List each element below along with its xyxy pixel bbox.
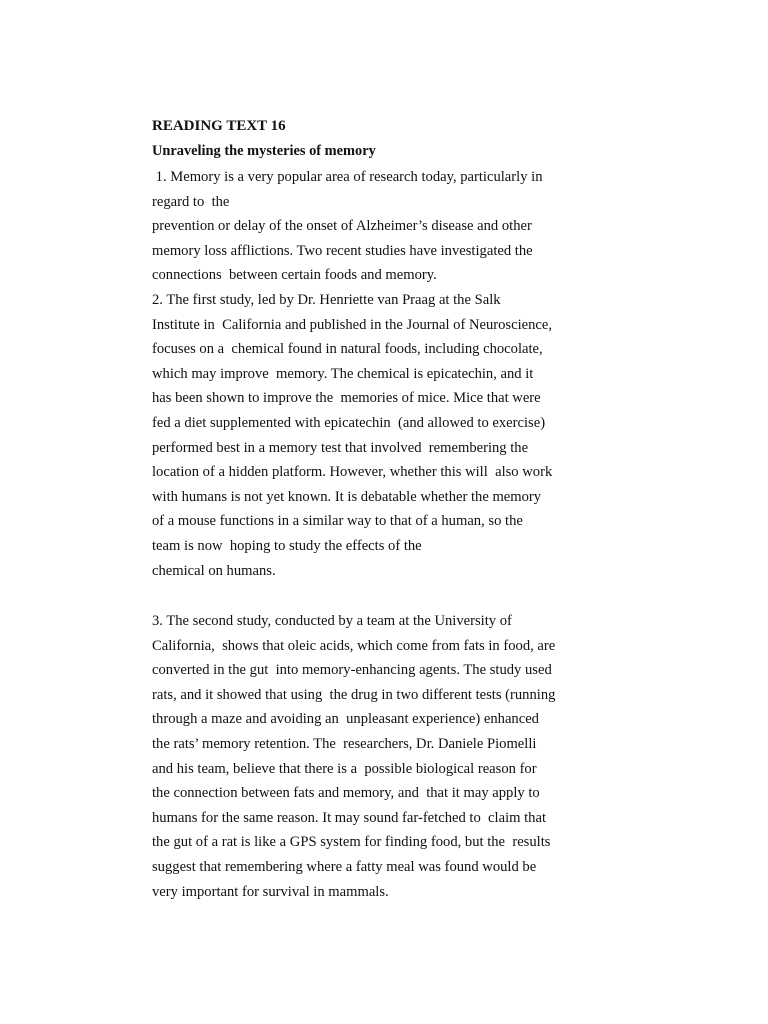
paragraph-line: rats, and it showed that using the drug in two different tests (running [152,686,556,703]
paragraph-line: 1. Memory is a very popular area of research today, particularly in [152,169,543,185]
paragraph-line: with humans is not yet known. It is debatable whether the memory [152,488,542,505]
paragraph-line: focuses on a chemical found in natural foods, including chocolate, [152,341,543,358]
paragraph-line: humans for the same reason. It may sound far-fetched to claim that [152,809,547,826]
paragraph-line: team is now hoping to study the effects of the [152,537,422,554]
paragraph-line: very important for survival in mammals. [152,883,389,900]
paragraph-line: memory loss afflictions. Two recent studies have investigated the [152,242,533,259]
paragraph-2 [152,288,622,583]
paragraph-line: has been shown to improve the memories of mice. Mice that were [152,390,541,407]
paragraph-line: which may improve memory. The chemical is epicatechin, and it [152,365,534,382]
paragraph-line: of a mouse functions in a similar way to that of a human, so the [152,513,523,530]
paragraph-line: performed best in a memory test that involved remembering the [152,439,529,456]
paragraph-line: through a maze and avoiding an unpleasant experience) enhanced [152,711,539,728]
paragraph-line: regard to the [152,193,230,210]
paragraph-line: and his team, believe that there is a possible biological reason for [152,760,537,777]
paragraph-line: 2. The first study, led by Dr. Henriette van Praag at the Salk [152,291,501,308]
paragraph-line: the gut of a rat is like a GPS system for finding food, but the results [152,834,551,851]
paragraph-line: suggest that remembering where a fatty meal was found would be [152,859,537,876]
paragraph-3 [152,609,622,904]
paragraph-line: connections between certain foods and memory. [152,267,437,284]
paragraph-line: the connection between fats and memory, and that it may apply to [152,785,540,802]
paragraph-line: chemical on humans. [152,562,276,579]
document-content [152,114,622,904]
paragraph-spacer [152,583,622,609]
paragraph-line: 3. The second study, conducted by a team at the University of [152,613,512,630]
paragraph-line: Institute in California and published in the Journal of Neuroscience, [152,316,553,333]
document-subtitle: Unraveling the mysteries of memory [152,143,376,159]
paragraph-line: fed a diet supplemented with epicatechin (and allowed to exercise) [152,414,546,431]
paragraph-line: location of a hidden platform. However, whether this will also work [152,464,553,481]
paragraph-line: the rats’ memory retention. The researchers, Dr. Daniele Piomelli [152,736,537,753]
paragraph-line: California, shows that oleic acids, which come from fats in food, are [152,637,556,654]
paragraph-1 [152,165,622,288]
paragraph-line: converted in the gut into memory-enhancing agents. The study used [152,662,552,679]
paragraph-line: prevention or delay of the onset of Alzheimer’s disease and other [152,218,532,235]
document-title: READING TEXT 16 [152,118,286,134]
